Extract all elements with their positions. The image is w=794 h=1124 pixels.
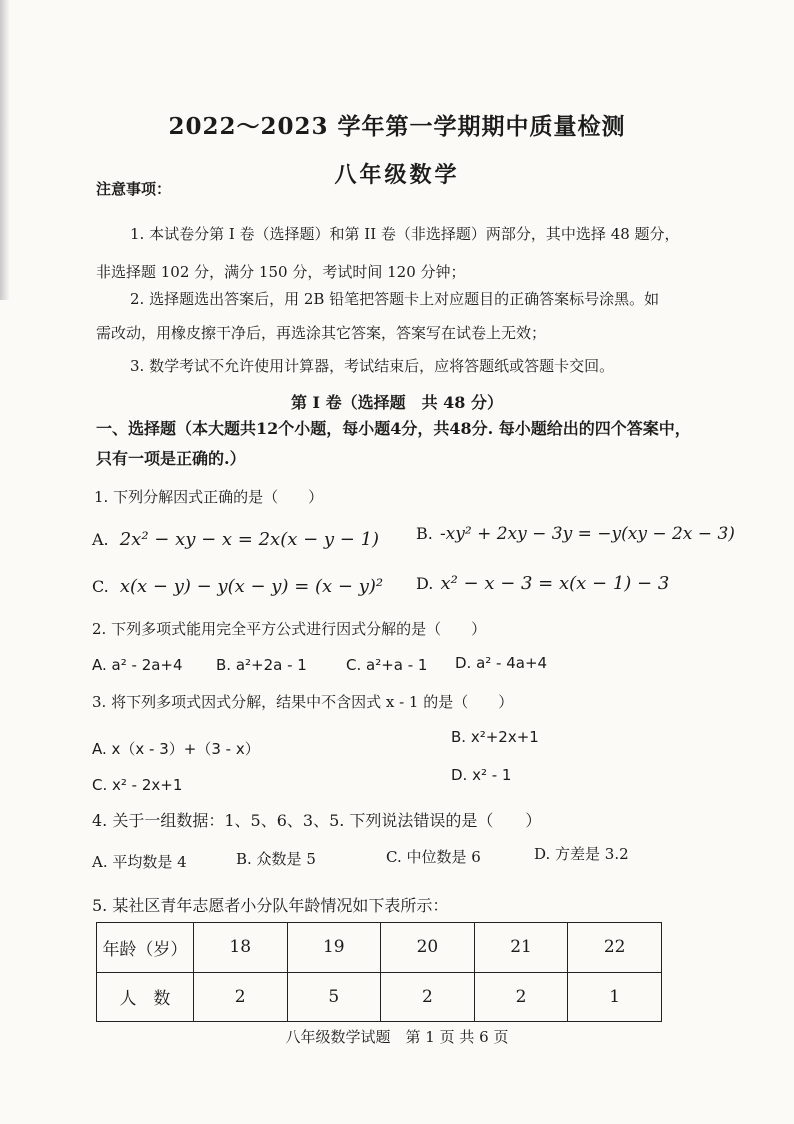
q5-stem: 5. 某社区青年志愿者小分队年龄情况如下表所示： <box>92 896 449 915</box>
q1-option-b-label: B. <box>416 524 433 543</box>
age-cell: 21 <box>474 923 568 973</box>
section-1-intro-line-1: 一、选择题（本大题共12个小题，每小题4分，共48分. 每小题给出的四个答案中， <box>96 419 691 438</box>
notice-item-1-line-1: 1. 本试卷分第 I 卷（选择题）和第 II 卷（非选择题）两部分，其中选择 48 题分， <box>130 225 680 243</box>
age-cell: 22 <box>568 923 662 973</box>
q1-option-b <box>416 524 735 544</box>
notice-item-2-line-1: 2. 选择题选出答案后，用 2B 铅笔把答题卡上对应题目的正确答案标号涂黑。如 <box>130 290 660 308</box>
q4-option-b: B. 众数是 5 <box>236 850 316 868</box>
q4-option-c: C. 中位数是 6 <box>386 848 481 866</box>
q1-option-d-label: D. <box>416 574 434 593</box>
q1-stem: 1. 下列分解因式正确的是（ ） <box>94 488 324 506</box>
scan-edge-shadow <box>0 0 10 300</box>
section-1-title: 第 I 卷（选择题 共 48 分） <box>290 393 504 412</box>
q3-option-a: A. x（x - 3）+（3 - x） <box>92 740 260 758</box>
q1-option-a-label: A. <box>92 530 109 549</box>
q2-option-d: D. a² - 4a+4 <box>455 654 548 672</box>
q2-option-c: C. a²+a - 1 <box>346 656 428 674</box>
q1-option-a <box>92 529 379 550</box>
page-footer: 八年级数学试题 第 1 页 共 6 页 <box>285 1028 509 1046</box>
table-row <box>97 923 662 973</box>
count-cell: 1 <box>568 972 662 1022</box>
q2-option-b: B. a²+2a - 1 <box>216 656 307 674</box>
age-header-cell: 年龄（岁） <box>97 923 194 973</box>
age-cell: 20 <box>381 923 475 973</box>
notice-heading: 注意事项： <box>96 180 172 198</box>
count-cell: 2 <box>474 972 568 1022</box>
q1-option-c <box>92 576 383 597</box>
q3-option-d: D. x² - 1 <box>451 766 512 784</box>
age-cell: 18 <box>193 923 287 973</box>
notice-item-3: 3. 数学考试不允许使用计算器，考试结束后，应将答题纸或答题卡交回。 <box>130 357 615 375</box>
q3-option-c: C. x² - 2x+1 <box>92 776 183 794</box>
q1-option-a-expr: 2x² − xy − x = 2x(x − y − 1) <box>119 529 380 550</box>
count-cell: 2 <box>193 972 287 1022</box>
section-1-intro-line-2: 只有一项是正确的.） <box>96 449 246 468</box>
q1-option-c-label: C. <box>92 577 109 596</box>
q4-option-a: A. 平均数是 4 <box>92 853 187 871</box>
q4-option-d: D. 方差是 3.2 <box>534 845 629 863</box>
q3-stem: 3. 将下列多项式因式分解，结果中不含因式 x - 1 的是（ ） <box>92 693 514 711</box>
count-header-cell: 人 数 <box>97 972 194 1022</box>
q1-option-d-expr: x² − x − 3 = x(x − 1) − 3 <box>440 573 670 594</box>
q2-option-a: A. a² - 2a+4 <box>92 656 183 674</box>
q2-stem: 2. 下列多项式能用完全平方公式进行因式分解的是（ ） <box>92 620 487 638</box>
exam-title: 2022～2023 学年第一学期期中质量检测 <box>168 113 626 140</box>
notice-item-1-line-2: 非选择题 102 分，满分 150 分，考试时间 120 分钟； <box>96 263 466 281</box>
age-cell: 19 <box>287 923 381 973</box>
q3-option-b: B. x²+2x+1 <box>451 728 539 746</box>
q1-option-d <box>416 573 669 594</box>
table-row <box>97 972 662 1022</box>
age-table <box>96 922 662 1022</box>
q1-option-c-expr: x(x − y) − y(x − y) = (x − y)² <box>119 576 384 597</box>
notice-item-2-line-2: 需改动，用橡皮擦干净后，再选涂其它答案，答案写在试卷上无效； <box>96 324 547 342</box>
exam-subtitle: 八年级数学 <box>334 162 460 188</box>
q4-stem: 4. 关于一组数据：1、5、6、3、5. 下列说法错误的是（ ） <box>92 811 542 830</box>
count-cell: 5 <box>287 972 381 1022</box>
q1-option-b-expr: -xy² + 2xy − 3y = −y(xy − 2x − 3) <box>439 524 735 544</box>
count-cell: 2 <box>381 972 475 1022</box>
